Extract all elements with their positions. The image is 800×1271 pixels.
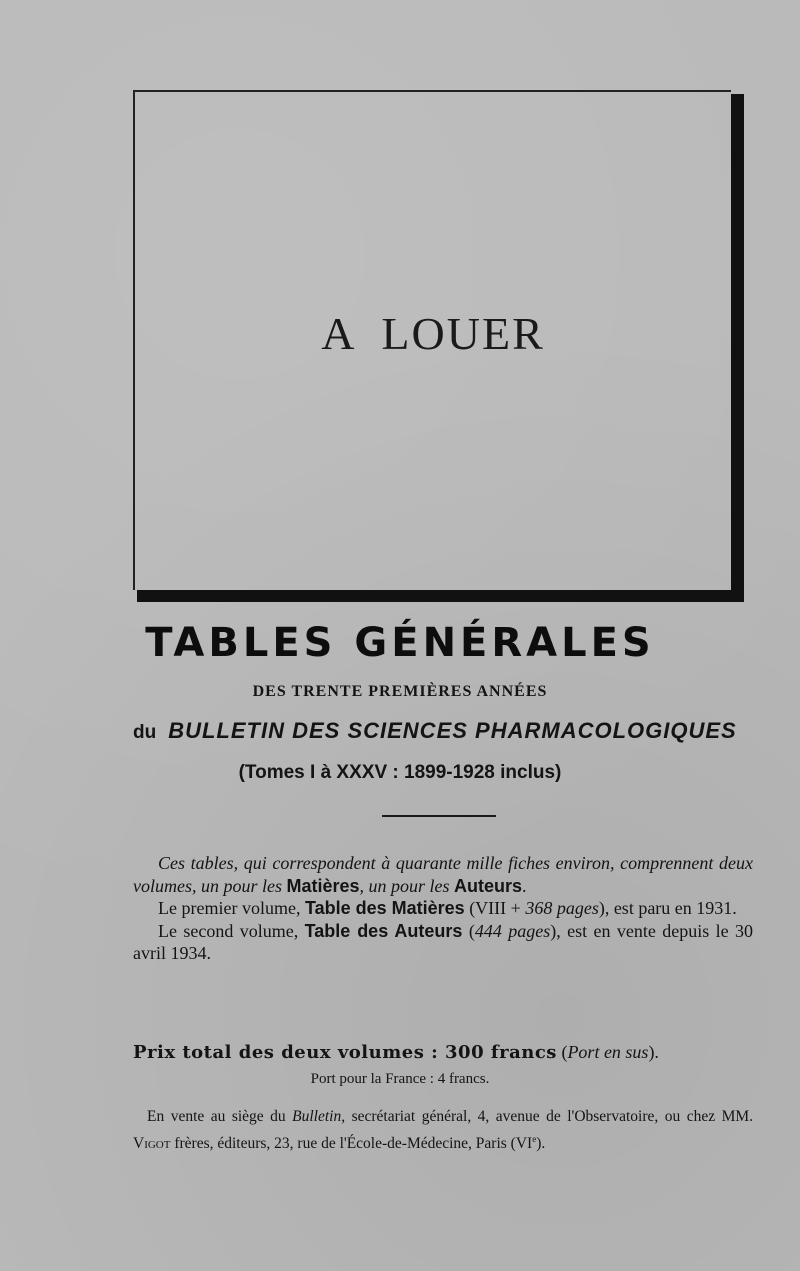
footer-vi: VI: [515, 1135, 533, 1153]
p1-matieres: Matières: [286, 875, 360, 896]
paragraph-tables: [133, 852, 753, 897]
p2-pages: 368 pages: [525, 898, 599, 918]
footer-paragraph: [133, 1106, 753, 1155]
p1-auteurs: Auteurs: [454, 875, 523, 896]
advertisement-box-shadow-bottom: [137, 590, 744, 602]
p3-table-auteurs: Table des Auteurs: [304, 920, 463, 941]
paragraph-premier-volume: [133, 897, 753, 920]
price-close: ).: [648, 1042, 659, 1062]
advertisement-text: A LOUER: [321, 308, 545, 359]
p2-text-c: (VIII +: [464, 898, 526, 918]
p1-text-c: , un pour les: [359, 875, 455, 896]
price-port-en-sus: Port en sus: [567, 1042, 649, 1062]
p1-text-a: Ces tables, qui correspondent à quarante mille fiches environ, comprennent deux volumes, un pour les: [133, 853, 753, 896]
advertisement-box: [133, 90, 731, 590]
p3-text-c: (: [462, 920, 475, 941]
port-france-line: Port pour la France : 4 francs.: [310, 1071, 490, 1087]
footer-e: frères, éditeurs, 23, rue de l'École-de-Médecine, Paris (: [170, 1135, 516, 1153]
divider-rule: [382, 815, 496, 817]
p3-pages: 444 pages: [474, 920, 551, 941]
footer-h: ).: [536, 1135, 546, 1153]
price-label: Prix total des deux volumes : 300 francs: [133, 1042, 557, 1063]
page-title: TABLES GÉNÉRALES: [145, 620, 655, 666]
p2-text-a: Le premier volume,: [158, 898, 305, 918]
bulletin-line: [133, 718, 737, 744]
advertisement-box-shadow-right: [731, 94, 744, 600]
footer-c: , secrétariat général, 4, avenue de l'Observatoire, ou chez MM.: [341, 1108, 754, 1125]
price-open: (: [556, 1042, 568, 1062]
footer-superscript: e: [532, 1134, 537, 1144]
price-line: [133, 1042, 753, 1063]
p2-table-matieres: Table des Matières: [304, 898, 465, 918]
body-text: [133, 852, 753, 965]
footer-vigot: Vigot: [133, 1135, 171, 1153]
footer-text: [133, 1106, 753, 1155]
page-subtitle: DES TRENTE PREMIÈRES ANNÉES: [252, 683, 548, 700]
bulletin-name: BULLETIN DES SCIENCES PHARMACOLOGIQUES: [168, 718, 737, 743]
footer-a: En vente au siège du: [147, 1108, 293, 1125]
footer-bulletin: Bulletin: [292, 1108, 342, 1125]
p3-text-e: ), est en vente depuis le 30 avril 1934.: [133, 920, 753, 963]
bulletin-du: du: [133, 722, 157, 743]
p2-text-e: ), est paru en 1931.: [598, 898, 737, 918]
p3-text-a: Le second volume,: [158, 920, 305, 941]
tomes-line: (Tomes I à XXXV : 1899-1928 inclus): [238, 762, 562, 783]
paragraph-second-volume: [133, 920, 753, 965]
p1-text-e: .: [522, 875, 527, 896]
